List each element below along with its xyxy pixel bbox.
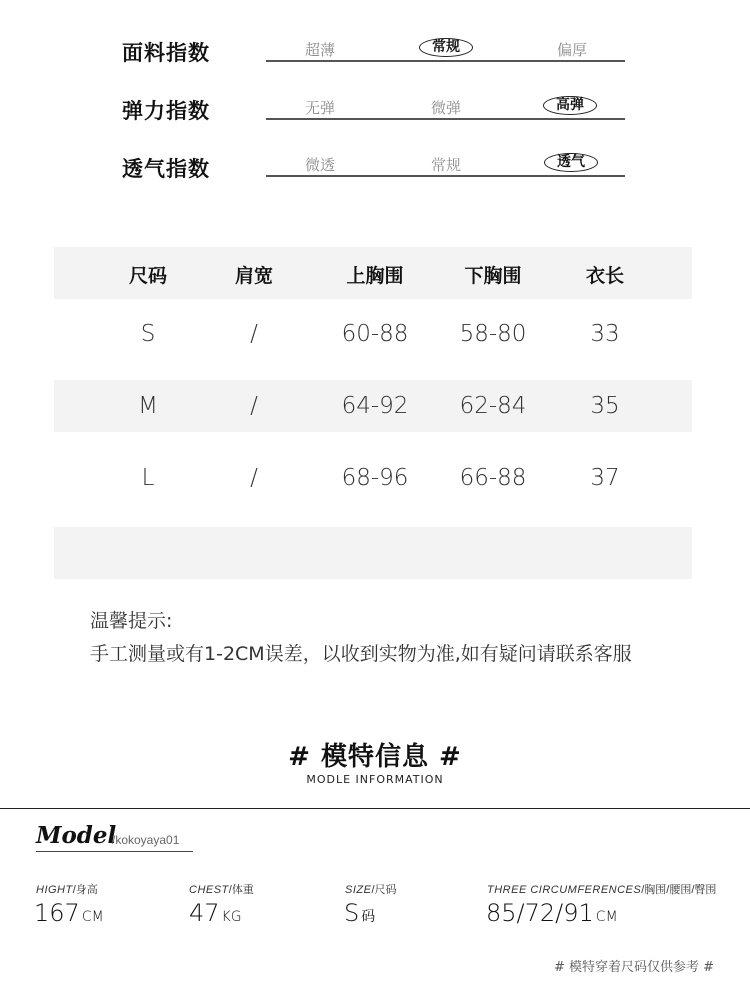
index-scale-line (266, 118, 625, 120)
table-header-upper-bust: 上胸围 (346, 265, 404, 287)
tips-title: 温馨提示: (90, 610, 173, 632)
index-option: 常规 (430, 156, 462, 174)
table-cell: S (140, 321, 156, 347)
table-cell: 37 (590, 465, 620, 491)
index-option-selected: 透气 (544, 153, 598, 172)
table-header-length: 衣长 (585, 265, 625, 287)
table-cell: 60-88 (341, 321, 409, 347)
index-option: 无弹 (304, 99, 336, 117)
table-cell: / (250, 393, 258, 419)
tips-text: 手工测量或有1-2CM误差，以收到实物为准,如有疑问请联系客服 (90, 643, 632, 665)
stat-label-height: HIGHT/身高 (36, 884, 98, 896)
index-option-selected: 高弹 (543, 96, 597, 115)
index-option-selected: 常规 (419, 38, 473, 57)
table-cell: 64-92 (341, 393, 409, 419)
index-option: 偏厚 (556, 41, 588, 59)
table-cell: / (250, 465, 258, 491)
stat-label-size: SIZE/尺码 (345, 884, 397, 896)
table-cell: 66-88 (459, 465, 527, 491)
table-header-under-bust: 下胸围 (464, 265, 522, 287)
model-footnote: # 模特穿着尺码仅供参考 # (553, 960, 714, 975)
table-cell: L (141, 465, 155, 491)
table-header-shoulder: 肩宽 (234, 265, 274, 287)
index-option: 微弹 (430, 99, 462, 117)
table-header-size: 尺码 (128, 265, 168, 287)
stat-label-weight: CHEST/体重 (189, 884, 254, 896)
index-label-breathability: 透气指数 (122, 157, 210, 181)
table-empty-band (54, 527, 692, 579)
index-label-elasticity: 弹力指数 (122, 99, 210, 123)
table-cell: 62-84 (459, 393, 527, 419)
index-scale-line (266, 60, 625, 62)
table-cell: 68-96 (341, 465, 409, 491)
section-divider (0, 808, 750, 809)
model-section-title: # 模特信息 # (288, 742, 462, 772)
table-cell: 35 (590, 393, 620, 419)
model-name: Model (36, 822, 117, 849)
stat-value-size: S码 (344, 899, 376, 927)
model-section-subtitle: MODLE INFORMATION (306, 773, 444, 786)
table-cell: / (250, 321, 258, 347)
index-option: 微透 (304, 156, 336, 174)
stat-label-measurements: THREE CIRCUMFERENCES/胸围/腰围/臀围 (487, 884, 717, 896)
stat-value-height: 167 CM (34, 899, 104, 927)
stat-value-measurements: 85/72/91 CM (486, 899, 618, 927)
model-name-underline (36, 851, 193, 852)
index-scale-line (266, 175, 625, 177)
table-cell: M (138, 393, 158, 419)
index-option: 超薄 (304, 41, 336, 59)
index-label-fabric: 面料指数 (122, 41, 210, 65)
stat-value-weight: 47 KG (189, 899, 242, 927)
table-cell: 58-80 (459, 321, 527, 347)
model-handle: /kokoyaya01 (112, 833, 180, 847)
table-cell: 33 (590, 321, 620, 347)
